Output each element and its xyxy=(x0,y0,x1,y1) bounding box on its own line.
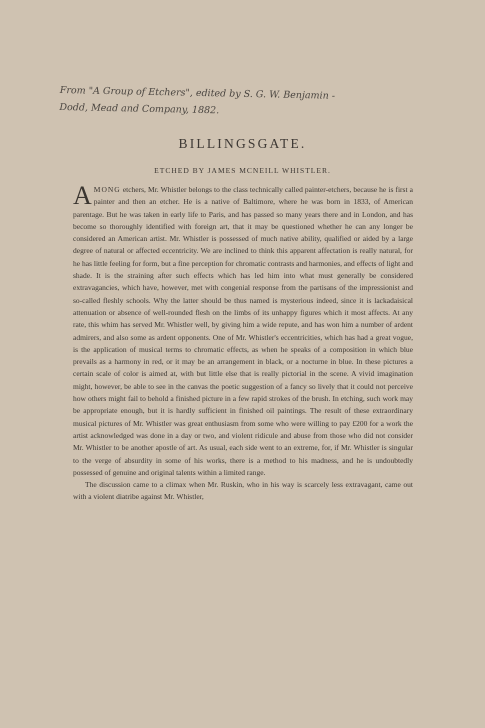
paragraph-2: The discussion came to a climax when Mr. Ruskin, who in his way is scarcely less extravagant, came out with a violent diatribe against Mr. Whistler, xyxy=(73,480,413,502)
article-body xyxy=(73,181,413,504)
handwritten-note-line-1: From "A Group of Etchers", edited by S. G. W. Benjamin - xyxy=(59,84,336,102)
article-title: BILLINGSGATE. xyxy=(178,136,307,151)
handwritten-note-line-2: Dodd, Mead and Company, 1882. xyxy=(59,101,220,117)
article-subtitle: ETCHED BY JAMES MCNEILL WHISTLER. xyxy=(154,166,331,175)
handwritten-note xyxy=(59,82,460,124)
paragraph-1 xyxy=(73,181,413,479)
first-word-rest: MONG xyxy=(93,185,121,194)
paragraph-1-text: etchers, Mr. Whistler belongs to the class technically called painter-etchers, because he is first a painter and then an etcher. He is a native of Baltimore, where he was born in 1833, of American parentage. But he was taken in early life to Paris, and has passed so many years there and in London, and has become so thoroughly identified with foreign art, that it may be questioned whether he can any longer be considered an American artist. Mr. Whistler is possessed of much native ability, qualified or aided by a large degree of natural or affected eccentricity. We are inclined to think this apparent affectation is really natural, for he has little feeling for form, but a fine perception for chromatic contrasts and harmonies, and effects of light and shade. It is the straining after such effects which has led him into what must generally be considered extravagancies, which have, however, met with congenial response from the partisans of the impressionist and so-called fleshly schools. Why the latter should be thus named is mysterious indeed, since it is lackadaisical attenuation or absence of well-rounded flesh on the limbs of its unhappy figures which it most affects. At any rate, this whim has served Mr. Whistler well, by giving him a wide repute, and has won him a number of ardent admirers, and also some as ardent opponents. One of Mr. Whistler's eccentricities, which has had a great vogue, is the application of musical terms to chromatic effects, as when he speaks of a composition in which blue prevails as a harmony in red, or it may be an arrangement in black, or a nocturne in blue. In these pictures a certain scale of color is aimed at, with but little else that is really pictorial in the scene. A vivid imagination might, however, be able to see in the canvas the poetic suggestion of a fancy so lively that it could not perceive how others might fail to behold a finished picture in a few rapid strokes of the brush. In etching, such work may be appropriate enough, but it is hardly sufficient in finished oil paintings. The result of these extraordinary musical pictures of Mr. Whistler was great enthusiasm from some who were willing to pay £200 for a work the artist acknowledged was done in a day or two, and violent ridicule and abuse from those who did not consider Mr. Whistler to be another apostle of art. As usual, each side went to an extreme, for, if Mr. Whistler is singular to the verge of absurdity in some of his works, there is a method to his madness, and he is undoubtedly possessed of genuine and original talents within a limited range. xyxy=(73,185,413,477)
drop-cap: A xyxy=(73,181,92,210)
